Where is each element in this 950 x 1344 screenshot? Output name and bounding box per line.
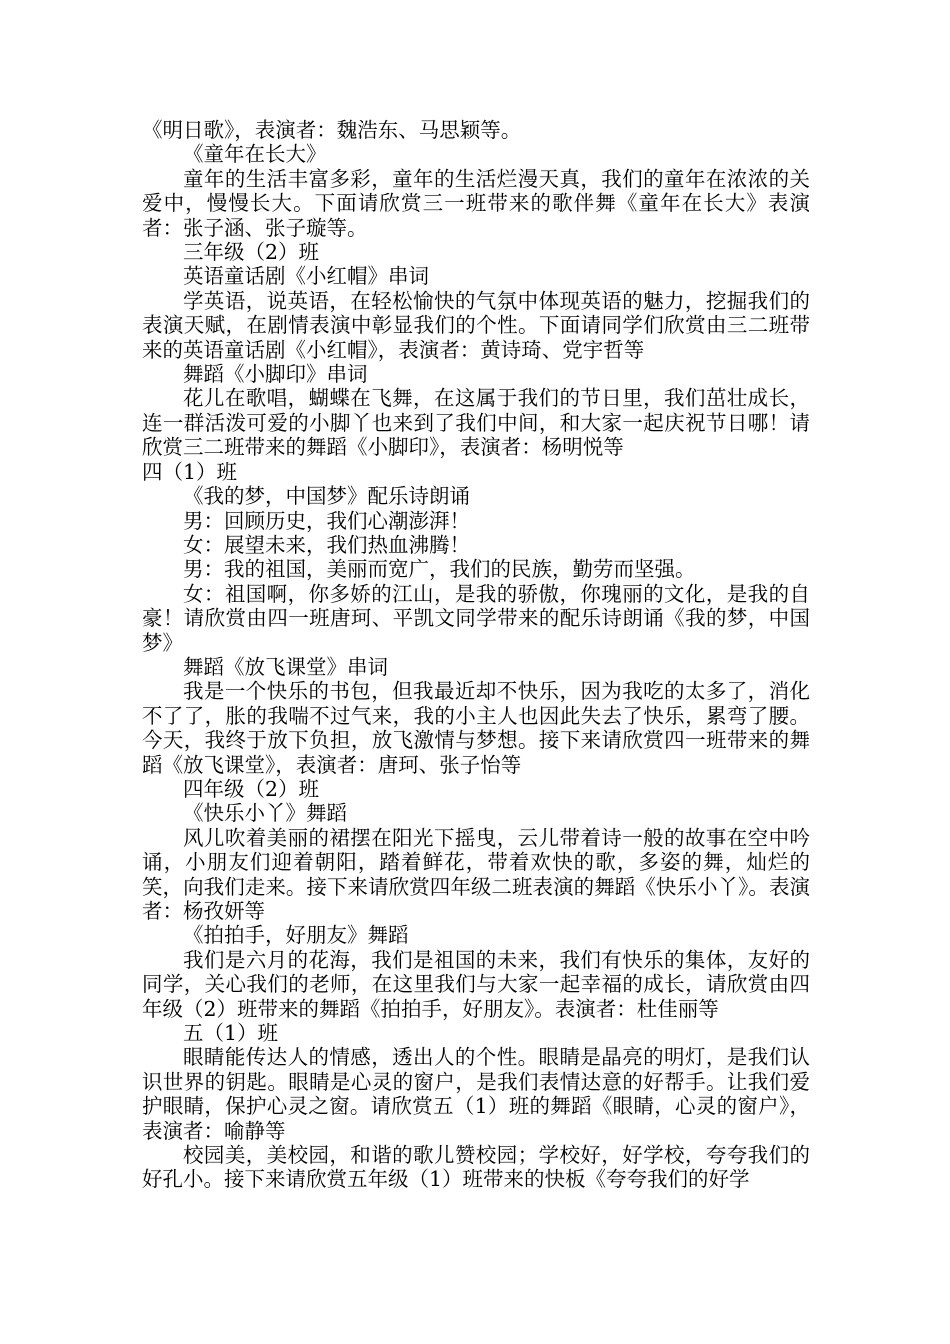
paragraph: 风儿吹着美丽的裙摆在阳光下摇曳，云儿带着诗一般的故事在空中吟诵，小朋友们迎着朝阳，踏着鲜花，带着欢快的歌，多姿的舞，灿烂的笑，向我们走来。接下来请欣赏四年级二班表演的舞蹈《快乐小丫》。表演者：杨孜妍等 — [142, 825, 810, 923]
paragraph: 《我的梦，中国梦》配乐诗朗诵 — [183, 484, 470, 509]
paragraph: 花儿在歌唱，蝴蝶在飞舞，在这属于我们的节日里，我们茁壮成长，连一群活泼可爱的小脚丫也来到了我们中间，和大家一起庆祝节日哪！请欣赏三二班带来的舞蹈《小脚印》，表演者：杨明悦等 — [142, 386, 810, 460]
paragraph: 女：祖国啊，你多娇的江山，是我的骄傲，你瑰丽的文化，是我的自豪！请欣赏由四一班唐珂、平凯文同学带来的配乐诗朗诵《我的梦，中国梦》 — [142, 581, 810, 655]
paragraph: 校园美，美校园，和谐的歌儿赞校园；学校好，好学校，夸夸我们的好孔小。接下来请欣赏五年级（1）班带来的快板《夸夸我们的好学 — [142, 1143, 810, 1192]
document-body — [142, 118, 810, 1192]
paragraph: 五（1）班 — [183, 1021, 279, 1046]
paragraph: 舞蹈《小脚印》串词 — [183, 362, 368, 387]
paragraph: 我们是六月的花海，我们是祖国的未来，我们有快乐的集体，友好的同学，关心我们的老师，在这里我们与大家一起幸福的成长，请欣赏由四年级（2）班带来的舞蹈《拍拍手，好朋友》。表演者：杜佳丽等 — [142, 947, 810, 1021]
paragraph: 英语童话剧《小红帽》串词 — [183, 264, 429, 289]
paragraph: 男：回顾历史，我们心潮澎湃！ — [183, 508, 470, 533]
paragraph: 三年级（2）班 — [183, 240, 320, 265]
paragraph: 女：展望未来，我们热血沸腾！ — [183, 532, 470, 557]
paragraph: 男：我的祖国，美丽而宽广，我们的民族，勤劳而坚强。 — [183, 557, 696, 582]
paragraph: 童年的生活丰富多彩，童年的生活烂漫天真，我们的童年在浓浓的关爱中，慢慢长大。下面请欣赏三一班带来的歌伴舞《童年在长大》表演者：张子涵、张子璇等。 — [142, 166, 810, 240]
paragraph: 舞蹈《放飞课堂》串词 — [183, 654, 388, 679]
paragraph: 我是一个快乐的书包，但我最近却不快乐，因为我吃的太多了，消化不了了，胀的我喘不过气来，我的小主人也因此失去了快乐，累弯了腰。今天，我终于放下负担，放飞激情与梦想。接下来请欣赏四一班带来的舞蹈《放飞课堂》，表演者：唐珂、张子怡等 — [142, 679, 810, 777]
paragraph: 《快乐小丫》舞蹈 — [183, 801, 347, 826]
paragraph: 四年级（2）班 — [183, 776, 320, 801]
paragraph: 四（1）班 — [142, 459, 238, 484]
paragraph: 眼睛能传达人的情感，透出人的个性。眼睛是晶亮的明灯，是我们认识世界的钥匙。眼睛是心灵的窗户，是我们表情达意的好帮手。让我们爱护眼睛，保护心灵之窗。请欣赏五（1）班的舞蹈《眼睛，心灵的窗户》，表演者：喻静等 — [142, 1045, 810, 1143]
paragraph: 学英语，说英语，在轻松愉快的气氛中体现英语的魅力，挖掘我们的表演天赋，在剧情表演中彰显我们的个性。下面请同学们欣赏由三二班带来的英语童话剧《小红帽》，表演者：黄诗琦、党宇哲等 — [142, 288, 810, 362]
paragraph: 《明日歌》，表演者：魏浩东、马思颖等。 — [142, 118, 522, 142]
paragraph: 《拍拍手，好朋友》舞蹈 — [183, 923, 409, 948]
paragraph: 《童年在长大》 — [183, 142, 327, 167]
